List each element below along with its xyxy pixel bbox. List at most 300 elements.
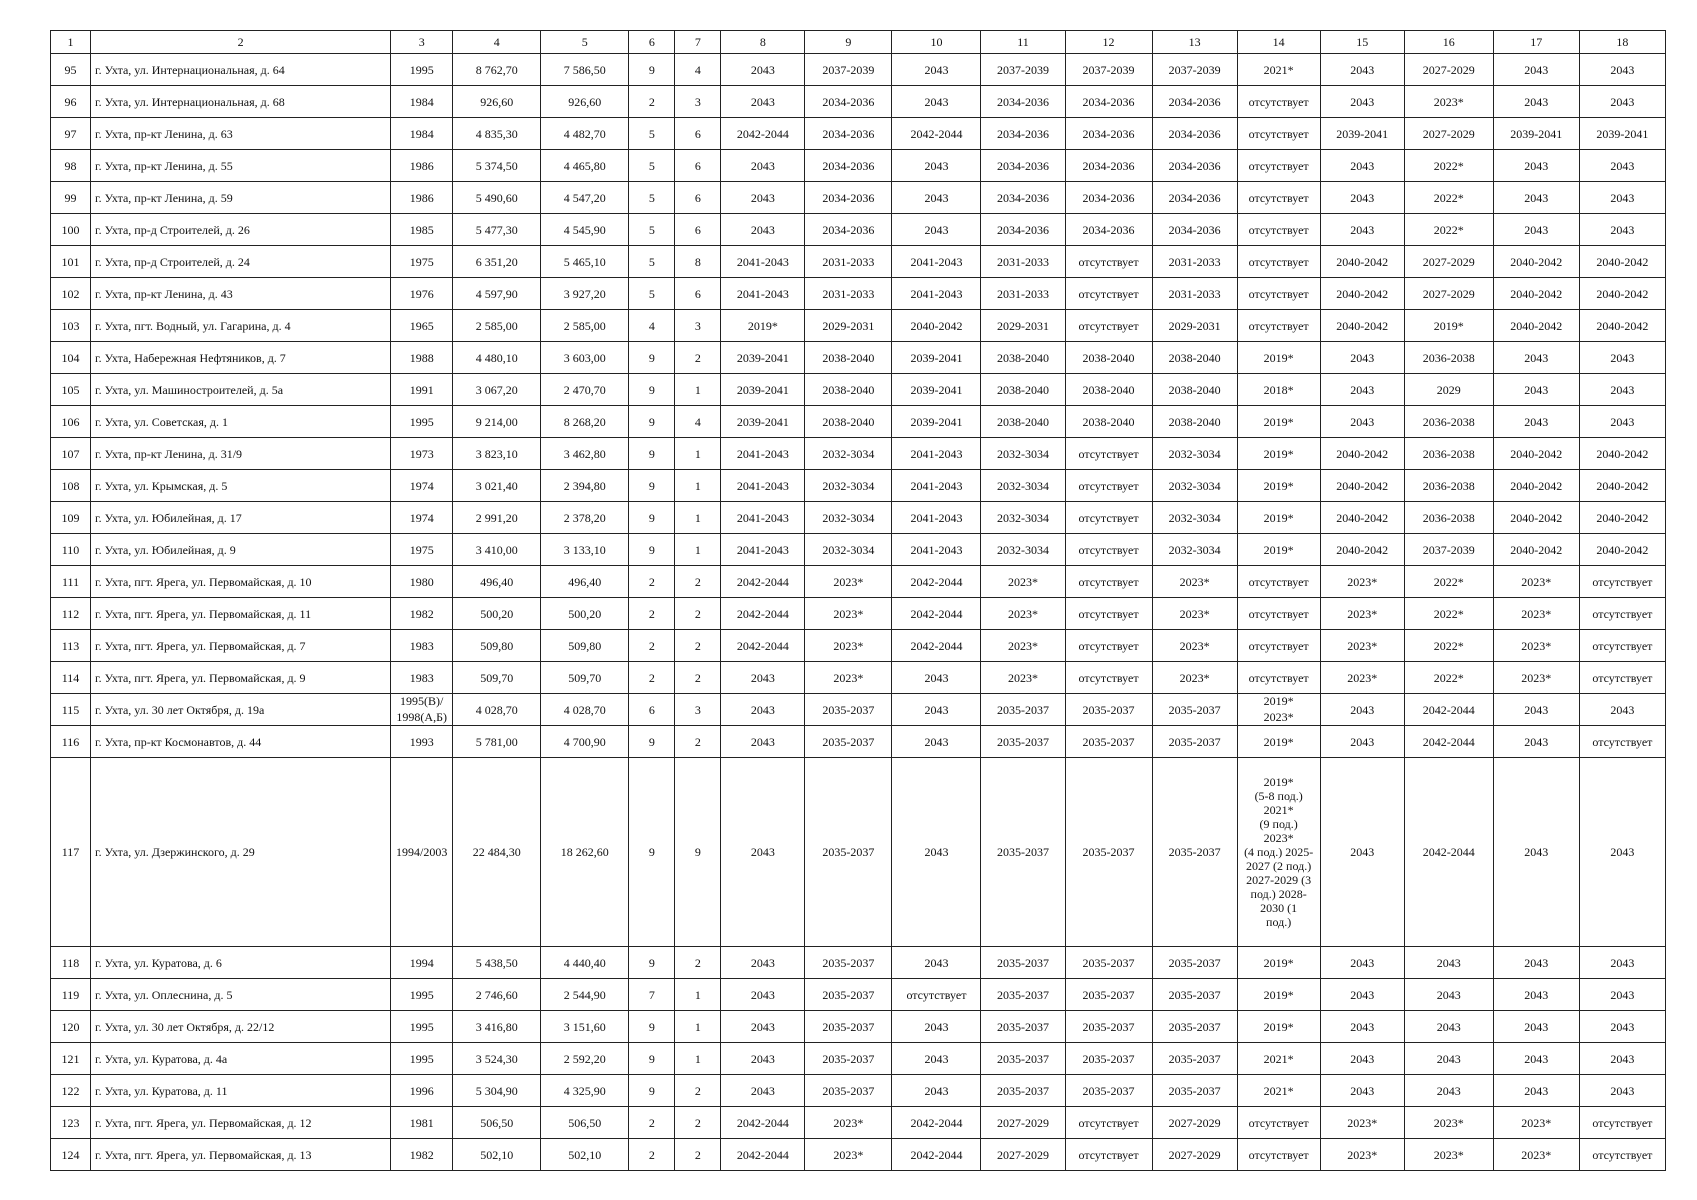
table-cell: 502,10 [541, 1139, 629, 1171]
table-cell: 2043 [1579, 182, 1665, 214]
table-cell: 2 [675, 662, 721, 694]
table-cell: 8 268,20 [541, 406, 629, 438]
table-cell: 9 [629, 342, 675, 374]
table-cell: 2041-2043 [892, 502, 981, 534]
table-row [51, 979, 1666, 1011]
table-cell: 7 586,50 [541, 54, 629, 86]
table-cell: 2038-2040 [805, 374, 892, 406]
table-cell: 2019* [1237, 534, 1320, 566]
column-number-cell: 10 [892, 31, 981, 54]
table-cell: 2035-2037 [1065, 947, 1152, 979]
table-cell: 2041-2043 [892, 470, 981, 502]
table-row [51, 54, 1666, 86]
table-cell: 1 [675, 979, 721, 1011]
table-cell: 2027-2029 [1404, 278, 1493, 310]
table-cell: 2038-2040 [805, 406, 892, 438]
table-cell: 2041-2043 [892, 278, 981, 310]
address-cell: г. Ухта, пгт. Ярега, ул. Первомайская, д. 11 [91, 598, 391, 630]
column-number-cell: 2 [91, 31, 391, 54]
table-cell: 5 490,60 [453, 182, 541, 214]
table-cell: 2032-3034 [805, 534, 892, 566]
table-row [51, 534, 1666, 566]
table-cell: 2018* [1237, 374, 1320, 406]
table-cell: 2032-3034 [805, 502, 892, 534]
table-cell: 2023* [805, 1139, 892, 1171]
table-cell: 2 544,90 [541, 979, 629, 1011]
table-cell: 4 440,40 [541, 947, 629, 979]
table-cell: 2043 [1493, 694, 1579, 726]
row-number-cell: 113 [51, 630, 91, 662]
table-cell: 3 410,00 [453, 534, 541, 566]
table-cell: 2043 [1579, 1043, 1665, 1075]
table-cell: 2035-2037 [1065, 758, 1152, 947]
table-cell: отсутствует [1237, 278, 1320, 310]
year-cell: 1974 [391, 502, 453, 534]
table-cell: 2031-2033 [981, 278, 1065, 310]
row-number-cell: 109 [51, 502, 91, 534]
table-cell: 4 480,10 [453, 342, 541, 374]
table-cell: 2019* [1237, 438, 1320, 470]
table-cell: 4 028,70 [453, 694, 541, 726]
housing-repair-schedule-table [50, 30, 1666, 1171]
table-cell: 2043 [721, 662, 805, 694]
column-number-cell: 14 [1237, 31, 1320, 54]
table-cell: 2043 [1493, 1043, 1579, 1075]
table-row [51, 1139, 1666, 1171]
table-cell: 2037-2039 [981, 54, 1065, 86]
table-row [51, 758, 1666, 947]
table-cell: 2041-2043 [892, 246, 981, 278]
table-cell: 2040-2042 [1493, 470, 1579, 502]
table-cell: 2043 [1579, 1075, 1665, 1107]
table-cell: 2038-2040 [981, 374, 1065, 406]
column-number-cell: 5 [541, 31, 629, 54]
year-cell: 1985 [391, 214, 453, 246]
table-cell: 2036-2038 [1404, 342, 1493, 374]
row-number-cell: 96 [51, 86, 91, 118]
table-cell: отсутствует [1065, 598, 1152, 630]
row-number-cell: 111 [51, 566, 91, 598]
table-cell: 2023* [981, 630, 1065, 662]
table-cell: 2038-2040 [1152, 406, 1237, 438]
table-cell: отсутствует [1237, 630, 1320, 662]
table-cell: отсутствует [1065, 1107, 1152, 1139]
table-cell: отсутствует [1065, 246, 1152, 278]
table-body [51, 31, 1666, 1171]
table-cell: отсутствует [1237, 1107, 1320, 1139]
table-cell: 4 [675, 54, 721, 86]
table-cell: 2027-2029 [1152, 1139, 1237, 1171]
row-number-cell: 103 [51, 310, 91, 342]
table-cell: 2043 [1320, 979, 1404, 1011]
address-cell: г. Ухта, ул. Юбилейная, д. 9 [91, 534, 391, 566]
table-cell: 2035-2037 [1152, 694, 1237, 726]
table-cell: 2034-2036 [981, 86, 1065, 118]
table-cell: отсутствует [1579, 630, 1665, 662]
table-cell: 2019* [721, 310, 805, 342]
table-cell: 2023* [981, 662, 1065, 694]
table-cell: 2043 [1579, 947, 1665, 979]
address-cell: г. Ухта, ул. Интернациональная, д. 68 [91, 86, 391, 118]
table-cell: 2038-2040 [805, 342, 892, 374]
table-cell: 2040-2042 [1493, 438, 1579, 470]
table-cell: 2023* [1493, 630, 1579, 662]
row-number-cell: 99 [51, 182, 91, 214]
table-cell: 2041-2043 [721, 502, 805, 534]
table-cell: 4 325,90 [541, 1075, 629, 1107]
address-cell: г. Ухта, ул. Юбилейная, д. 17 [91, 502, 391, 534]
address-cell: г. Ухта, пр-кт Ленина, д. 31/9 [91, 438, 391, 470]
address-cell: г. Ухта, пр-кт Ленина, д. 63 [91, 118, 391, 150]
table-row [51, 1011, 1666, 1043]
table-cell: 5 [629, 278, 675, 310]
table-cell: 2035-2037 [1065, 1043, 1152, 1075]
table-cell: 2021* [1237, 1043, 1320, 1075]
table-row [51, 470, 1666, 502]
table-cell: 2034-2036 [1152, 150, 1237, 182]
table-cell: 2043 [721, 182, 805, 214]
table-cell: 2022* [1404, 630, 1493, 662]
table-cell: 2038-2040 [1152, 342, 1237, 374]
table-cell: 4 545,90 [541, 214, 629, 246]
table-cell: 6 [675, 150, 721, 182]
table-row [51, 1075, 1666, 1107]
table-cell: отсутствует [1579, 726, 1665, 758]
year-cell: 1995 [391, 406, 453, 438]
row-number-cell: 108 [51, 470, 91, 502]
table-cell: 1 [675, 502, 721, 534]
address-cell: г. Ухта, ул. Машиностроителей, д. 5а [91, 374, 391, 406]
table-cell: 2023* [805, 598, 892, 630]
table-cell: 2042-2044 [721, 566, 805, 598]
address-cell: г. Ухта, пгт. Водный, ул. Гагарина, д. 4 [91, 310, 391, 342]
table-cell: 2043 [1579, 406, 1665, 438]
column-number-cell: 15 [1320, 31, 1404, 54]
table-cell: 2034-2036 [1152, 182, 1237, 214]
table-cell: 9 214,00 [453, 406, 541, 438]
table-row [51, 182, 1666, 214]
table-cell: 2027-2029 [1152, 1107, 1237, 1139]
table-cell: 2035-2037 [805, 979, 892, 1011]
table-cell: 3 823,10 [453, 438, 541, 470]
table-cell: 2043 [721, 979, 805, 1011]
table-row [51, 598, 1666, 630]
table-cell: 2032-3034 [1152, 438, 1237, 470]
table-cell: 2034-2036 [805, 182, 892, 214]
table-cell: 2043 [1320, 947, 1404, 979]
table-cell: 2043 [1493, 947, 1579, 979]
table-cell: отсутствует [1237, 182, 1320, 214]
table-cell: 2040-2042 [1320, 278, 1404, 310]
row-number-cell: 106 [51, 406, 91, 438]
table-cell: 2039-2041 [892, 374, 981, 406]
table-cell: 3 133,10 [541, 534, 629, 566]
table-cell: 4 [629, 310, 675, 342]
table-cell: 2041-2043 [721, 438, 805, 470]
table-cell: 2040-2042 [1493, 246, 1579, 278]
row-number-cell: 119 [51, 979, 91, 1011]
table-cell: 2034-2036 [1065, 150, 1152, 182]
table-cell: 7 [629, 979, 675, 1011]
year-cell: 1995 [391, 979, 453, 1011]
table-cell: 2034-2036 [1152, 214, 1237, 246]
table-cell: 3 927,20 [541, 278, 629, 310]
table-cell: 2 378,20 [541, 502, 629, 534]
address-cell: г. Ухта, пгт. Ярега, ул. Первомайская, д. 7 [91, 630, 391, 662]
table-cell: отсутствует [1065, 1139, 1152, 1171]
table-row [51, 566, 1666, 598]
table-cell: 2023* [1320, 662, 1404, 694]
table-cell: 2032-3034 [1152, 534, 1237, 566]
table-cell: 2 [675, 630, 721, 662]
table-row [51, 662, 1666, 694]
table-cell: 509,70 [541, 662, 629, 694]
table-cell: 2032-3034 [981, 438, 1065, 470]
table-cell: 5 [629, 182, 675, 214]
row-number-cell: 114 [51, 662, 91, 694]
table-cell: 2035-2037 [981, 979, 1065, 1011]
year-cell: 1980 [391, 566, 453, 598]
table-cell: 2034-2036 [981, 214, 1065, 246]
table-cell: 2042-2044 [721, 118, 805, 150]
table-cell: 2034-2036 [981, 182, 1065, 214]
table-cell: 2027-2029 [981, 1107, 1065, 1139]
table-cell: 4 597,90 [453, 278, 541, 310]
table-cell: 2040-2042 [892, 310, 981, 342]
address-cell: г. Ухта, пгт. Ярега, ул. Первомайская, д. 10 [91, 566, 391, 598]
table-cell: 2034-2036 [805, 214, 892, 246]
table-cell: 2043 [1320, 342, 1404, 374]
table-cell: 2029-2031 [805, 310, 892, 342]
table-cell: 4 547,20 [541, 182, 629, 214]
table-cell: 2034-2036 [981, 118, 1065, 150]
table-cell: 2035-2037 [981, 758, 1065, 947]
table-row [51, 246, 1666, 278]
address-cell: г. Ухта, пр-кт Ленина, д. 55 [91, 150, 391, 182]
table-cell: 2 592,20 [541, 1043, 629, 1075]
table-cell: 9 [629, 406, 675, 438]
table-cell: 2043 [1320, 406, 1404, 438]
table-cell: 2035-2037 [805, 758, 892, 947]
table-cell: 2043 [1493, 150, 1579, 182]
table-cell: 2042-2044 [892, 1107, 981, 1139]
table-cell: 3 021,40 [453, 470, 541, 502]
table-cell: 2043 [721, 758, 805, 947]
year-cell: 1986 [391, 150, 453, 182]
table-cell: 9 [629, 1075, 675, 1107]
table-cell: отсутствует [1579, 1139, 1665, 1171]
table-cell: 3 524,30 [453, 1043, 541, 1075]
table-cell: 2043 [1579, 54, 1665, 86]
table-cell: отсутствует [1065, 662, 1152, 694]
table-cell: 2043 [1493, 1075, 1579, 1107]
table-cell: 9 [629, 1011, 675, 1043]
table-cell: 2032-3034 [805, 438, 892, 470]
table-row [51, 694, 1666, 726]
row-number-cell: 95 [51, 54, 91, 86]
table-cell: 2031-2033 [1152, 278, 1237, 310]
table-cell: 2032-3034 [1152, 470, 1237, 502]
table-cell: 2035-2037 [981, 694, 1065, 726]
table-cell: 2039-2041 [892, 406, 981, 438]
table-cell: 9 [629, 54, 675, 86]
table-cell: 2022* [1404, 598, 1493, 630]
table-cell: 2035-2037 [1065, 1075, 1152, 1107]
table-cell: 2023* [1320, 598, 1404, 630]
table-cell: 2023* [1152, 662, 1237, 694]
table-cell: 2040-2042 [1579, 438, 1665, 470]
table-cell: 2035-2037 [1152, 758, 1237, 947]
address-cell: г. Ухта, пгт. Ярега, ул. Первомайская, д. 13 [91, 1139, 391, 1171]
table-row [51, 1107, 1666, 1139]
table-cell: 2034-2036 [1152, 118, 1237, 150]
row-number-cell: 107 [51, 438, 91, 470]
table-row [51, 118, 1666, 150]
table-cell: 509,80 [541, 630, 629, 662]
row-number-cell: 115 [51, 694, 91, 726]
table-cell: 2 [629, 566, 675, 598]
table-cell: отсутствует [1579, 1107, 1665, 1139]
table-cell: 2035-2037 [805, 726, 892, 758]
table-cell: 18 262,60 [541, 758, 629, 947]
table-cell: 2043 [1493, 406, 1579, 438]
table-cell: 2035-2037 [805, 947, 892, 979]
table-cell: 2039-2041 [1320, 118, 1404, 150]
row-number-cell: 105 [51, 374, 91, 406]
table-cell: 2043 [1493, 182, 1579, 214]
year-cell: 1996 [391, 1075, 453, 1107]
table-cell: 2027-2029 [1404, 118, 1493, 150]
table-cell: 2035-2037 [805, 694, 892, 726]
table-cell: 2043 [1493, 726, 1579, 758]
table-cell: 2035-2037 [981, 726, 1065, 758]
table-cell: 2031-2033 [981, 246, 1065, 278]
table-cell: 2023* [1152, 598, 1237, 630]
table-cell: 2034-2036 [1065, 118, 1152, 150]
table-cell: 2043 [1493, 54, 1579, 86]
row-number-cell: 98 [51, 150, 91, 182]
table-cell: 2043 [721, 694, 805, 726]
table-row [51, 726, 1666, 758]
row-number-cell: 116 [51, 726, 91, 758]
table-cell: 9 [629, 726, 675, 758]
table-row [51, 630, 1666, 662]
table-row [51, 150, 1666, 182]
table-cell: 2043 [1320, 726, 1404, 758]
address-cell: г. Ухта, ул. 30 лет Октября, д. 22/12 [91, 1011, 391, 1043]
table-cell: 5 477,30 [453, 214, 541, 246]
table-cell: 2019* [1237, 502, 1320, 534]
table-cell: 2021* [1237, 1075, 1320, 1107]
table-cell: 2031-2033 [1152, 246, 1237, 278]
table-cell: отсутствует [1065, 470, 1152, 502]
table-cell: 2023* [805, 662, 892, 694]
address-cell: г. Ухта, пр-кт Космонавтов, д. 44 [91, 726, 391, 758]
table-cell: 2 [675, 1139, 721, 1171]
table-cell: 2043 [1579, 758, 1665, 947]
table-cell: 2043 [892, 947, 981, 979]
table-cell: 3 416,80 [453, 1011, 541, 1043]
table-cell: 2029-2031 [1152, 310, 1237, 342]
table-cell: 2040-2042 [1320, 534, 1404, 566]
table-cell: 2035-2037 [1065, 1011, 1152, 1043]
table-cell: 2023* [1320, 566, 1404, 598]
column-number-cell: 17 [1493, 31, 1579, 54]
table-cell: 2023* [805, 1107, 892, 1139]
table-cell: 3 603,00 [541, 342, 629, 374]
table-row [51, 310, 1666, 342]
year-cell: 1983 [391, 662, 453, 694]
table-cell: 2042-2044 [892, 630, 981, 662]
year-cell: 1982 [391, 1139, 453, 1171]
table-cell: 9 [629, 502, 675, 534]
table-cell: 2038-2040 [1065, 342, 1152, 374]
table-cell: 2043 [1579, 86, 1665, 118]
table-cell: 2043 [1579, 214, 1665, 246]
table-cell: 2043 [721, 947, 805, 979]
year-cell: 1988 [391, 342, 453, 374]
table-cell: 2039-2041 [721, 406, 805, 438]
table-cell: 2036-2038 [1404, 502, 1493, 534]
table-cell: 2041-2043 [892, 438, 981, 470]
table-cell: 2 [675, 342, 721, 374]
table-cell: 2023* [805, 566, 892, 598]
table-cell: отсутствует [1579, 598, 1665, 630]
table-cell: 2019* [1237, 470, 1320, 502]
table-cell: 2023* [1493, 598, 1579, 630]
table-cell: 2037-2039 [1152, 54, 1237, 86]
row-number-cell: 112 [51, 598, 91, 630]
table-cell: 2043 [721, 1043, 805, 1075]
table-cell: 2043 [721, 726, 805, 758]
table-cell: 2043 [892, 694, 981, 726]
year-cell: 1975 [391, 246, 453, 278]
table-cell: 2039-2041 [1579, 118, 1665, 150]
table-cell: 2043 [1320, 1011, 1404, 1043]
column-number-cell: 3 [391, 31, 453, 54]
table-cell: 2019* 2023* [1237, 694, 1320, 726]
table-cell: отсутствует [1237, 1139, 1320, 1171]
table-cell: 2 585,00 [541, 310, 629, 342]
table-cell: 2043 [892, 1011, 981, 1043]
table-cell: 2 470,70 [541, 374, 629, 406]
table-cell: 2043 [1404, 1043, 1493, 1075]
table-cell: 1 [675, 374, 721, 406]
table-cell: 500,20 [453, 598, 541, 630]
table-cell: 4 465,80 [541, 150, 629, 182]
table-cell: 2023* [1404, 1139, 1493, 1171]
table-cell: 2043 [1404, 1075, 1493, 1107]
table-cell: 2038-2040 [981, 342, 1065, 374]
table-cell: 2035-2037 [1065, 694, 1152, 726]
table-cell: 9 [629, 438, 675, 470]
table-cell: 2042-2044 [721, 630, 805, 662]
table-cell: отсутствует [1065, 310, 1152, 342]
year-cell: 1995 [391, 54, 453, 86]
table-cell: 2043 [1320, 150, 1404, 182]
table-cell: 3 [675, 310, 721, 342]
table-cell: 3 [675, 694, 721, 726]
table-cell: 1 [675, 1011, 721, 1043]
table-cell: отсутствует [892, 979, 981, 1011]
table-cell: 2019* [1404, 310, 1493, 342]
table-cell: отсутствует [1579, 662, 1665, 694]
table-cell: 2 [629, 662, 675, 694]
table-cell: 22 484,30 [453, 758, 541, 947]
table-cell: 2021* [1237, 54, 1320, 86]
table-cell: отсутствует [1237, 246, 1320, 278]
column-number-cell: 1 [51, 31, 91, 54]
